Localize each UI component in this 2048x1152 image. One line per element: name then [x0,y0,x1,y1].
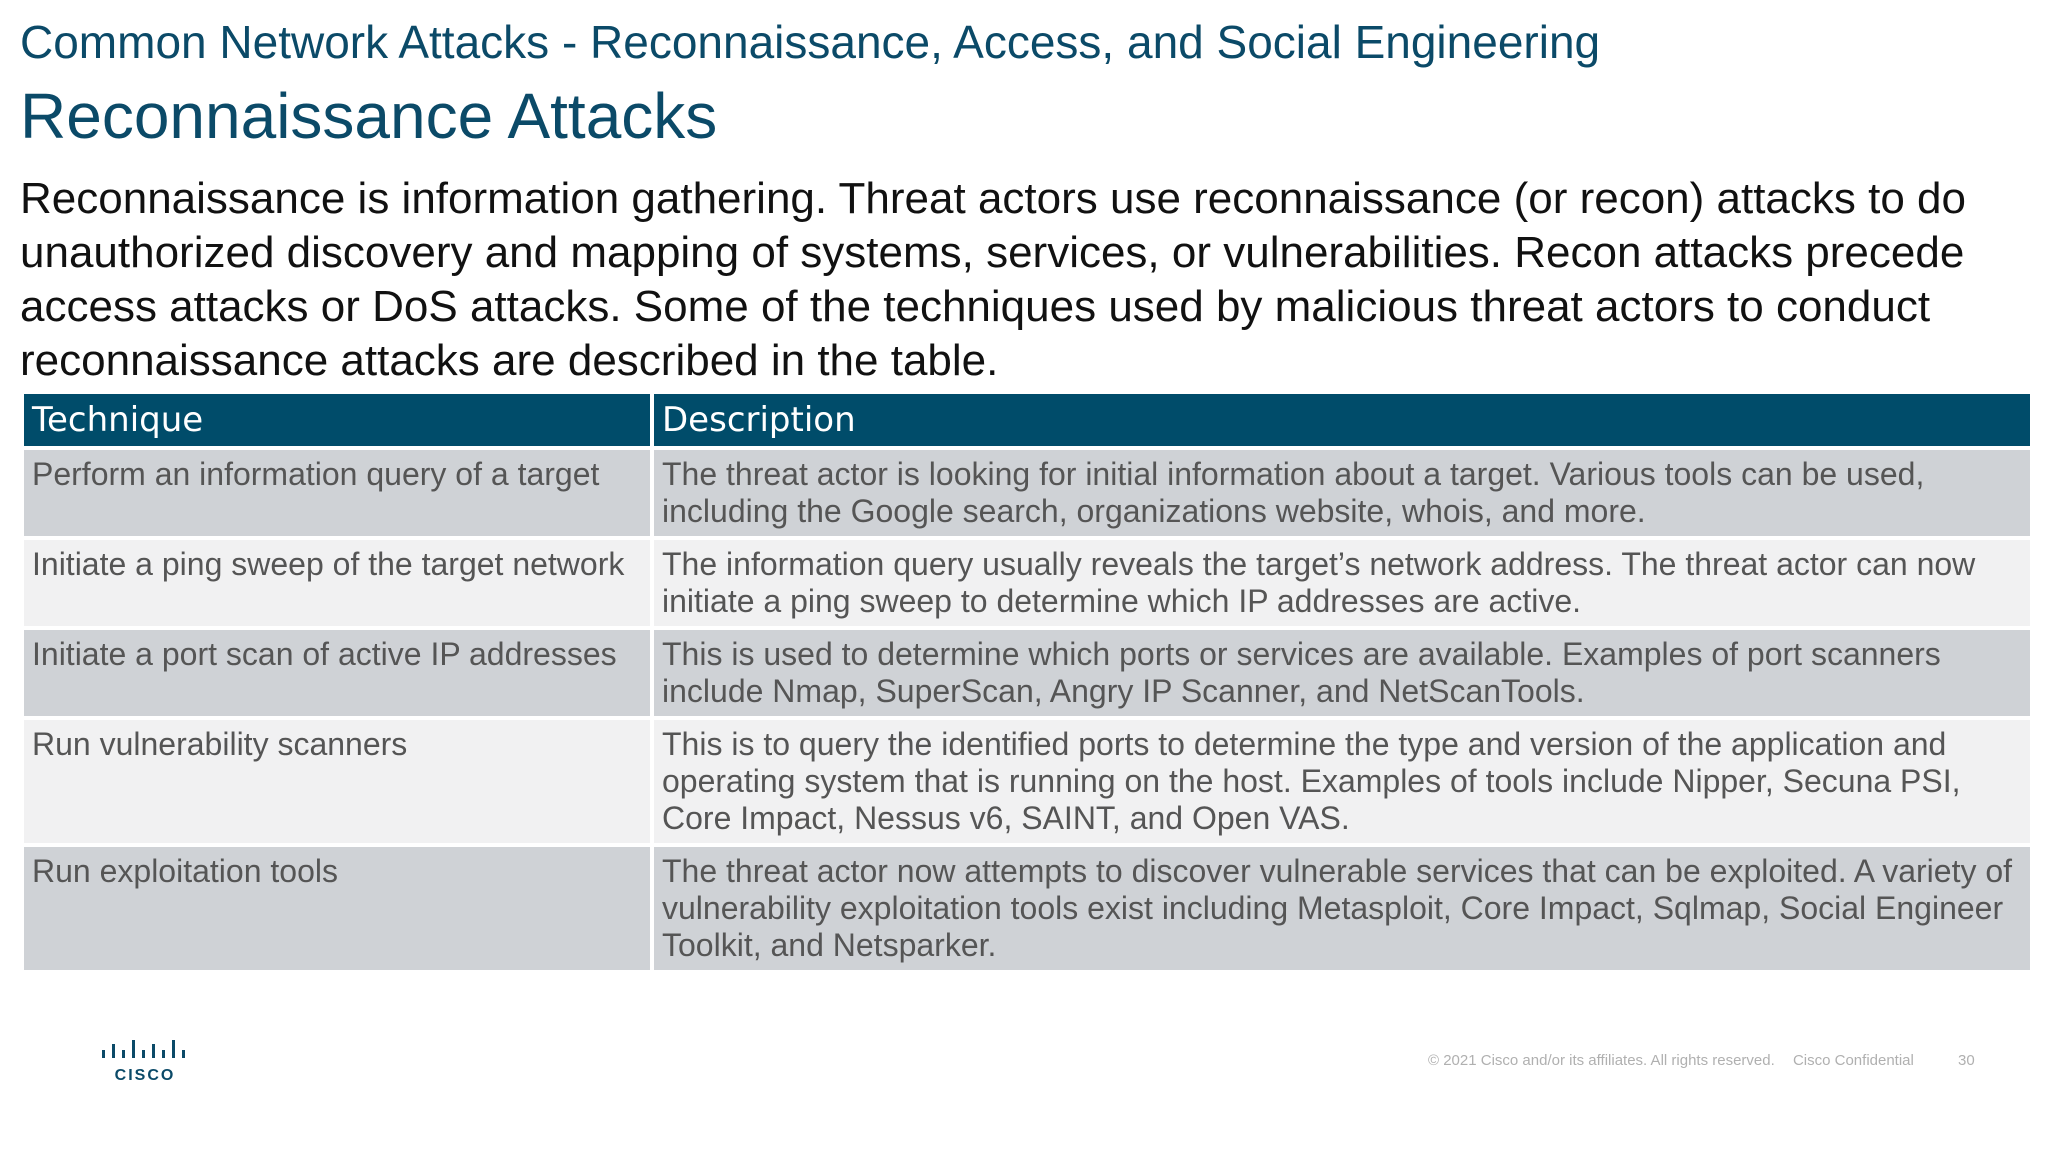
page-number: 30 [1958,1052,1975,1069]
technique-cell: Run exploitation tools [24,847,650,970]
slide-supertitle: Common Network Attacks - Reconnaissance, Access, and Social Engineering [20,16,1601,68]
table-header-row [24,394,2030,446]
table-row [24,720,2030,843]
slide-title: Reconnaissance Attacks [20,80,718,152]
copyright-text: © 2021 Cisco and/or its affiliates. All rights reserved. [1428,1052,1775,1069]
cisco-logo-icon [100,1038,190,1084]
table-row [24,450,2030,536]
description-cell: The threat actor is looking for initial information about a target. Various tools can be used, including the Google search, organizations website, whois, and more. [654,450,2030,536]
technique-cell: Initiate a ping sweep of the target network [24,540,650,626]
table-row [24,847,2030,970]
description-cell: This is used to determine which ports or services are available. Examples of port scanners include Nmap, SuperScan, Angry IP Scanner, and NetScanTools. [654,630,2030,716]
footer [1428,1052,1975,1069]
confidential-text: Cisco Confidential [1792,1052,1914,1069]
description-cell: The information query usually reveals the target’s network address. The threat actor can now initiate a ping sweep to determine which IP addresses are active. [654,540,2030,626]
technique-cell: Initiate a port scan of active IP addresses [24,630,650,716]
intro-paragraph: Reconnaissance is information gathering. Threat actors use reconnaissance (or recon) attacks to do unauthorized discovery and mapping of systems, services, or vulnerabilities. Recon attacks precede access attacks or DoS attacks. Some of the techniques used by malicious threat actors to conduct reconnaissance attacks are described in the table. [20,174,1966,385]
table-row [24,630,2030,716]
logo-text: CISCO [114,1067,176,1084]
technique-cell: Perform an information query of a target [24,450,650,536]
table-row [24,540,2030,626]
header-description: Description [654,394,2030,446]
technique-cell: Run vulnerability scanners [24,720,650,843]
header-technique: Technique [24,394,650,446]
techniques-table [20,390,2034,974]
description-cell: This is to query the identified ports to determine the type and version of the application and operating system that is running on the host. Examples of tools include Nipper, Secuna PSI, Core Impact, Nessus v6, SAINT, and Open VAS. [654,720,2030,843]
description-cell: The threat actor now attempts to discover vulnerable services that can be exploited. A variety of vulnerability exploitation tools exist including Metasploit, Core Impact, Sqlmap, Social Engineer Toolkit, and Netsparker. [654,847,2030,970]
